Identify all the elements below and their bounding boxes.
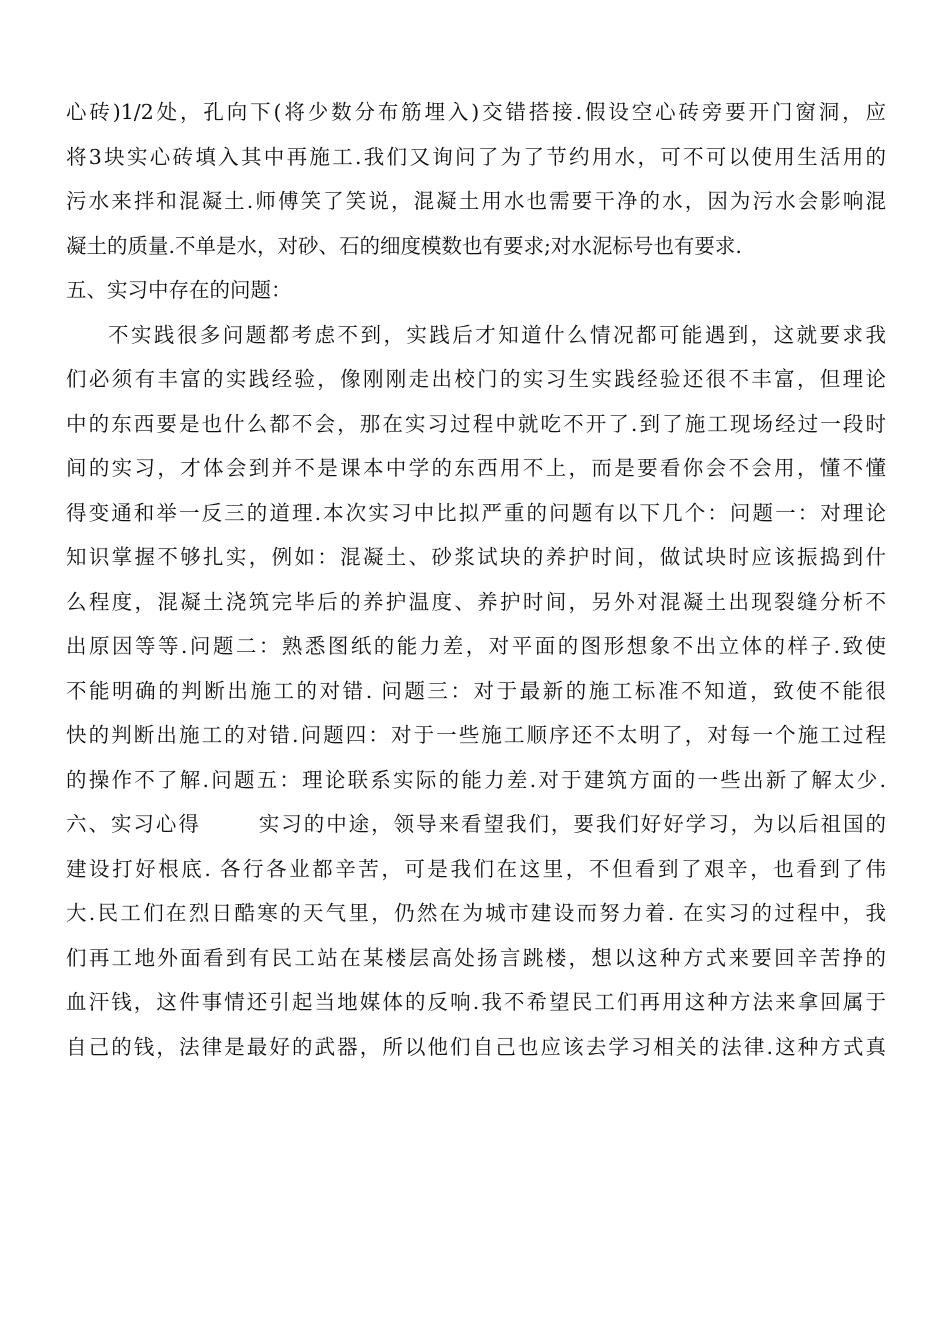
text-line: 血汗钱，这件事情还引起当地媒体的反响.我不希望民工们再用这种方法来拿回属于 xyxy=(66,990,886,1014)
text-line: 污水来拌和混凝土.师傅笑了笑说，混凝土用水也需要干净的水，因为污水会影响混 xyxy=(66,189,886,213)
section-heading-6: 六、实习心得 xyxy=(66,812,201,836)
text-line: 将3块实心砖填入其中再施工.我们又询问了为了节约用水，可不可以使用生活用的 xyxy=(66,144,886,169)
text-line: 不实践很多问题都考虑不到，实践后才知道什么情况都可能遇到，这就要求我 xyxy=(108,322,886,347)
text-line: 自己的钱，法律是最好的武器，所以他们自己也应该去学习相关的法律.这种方式真 xyxy=(66,1034,886,1059)
text-run: 实习的中途，领导来看望我们，要我们好好学习，为以后祖国的 xyxy=(256,812,886,836)
text-line: 的操作不了解.问题五：理论联系实际的能力差.对于建筑方面的一些出新了解太少. xyxy=(66,767,886,792)
text-line: 中的东西要是也什么都不会，那在实习过程中就吃不开了.到了施工现场经过一段时 xyxy=(66,411,886,436)
text-line: 出原因等等.问题二：熟悉图纸的能力差，对平面的图形想象不出立体的样子.致使 xyxy=(66,634,886,658)
text-line: 快的判断出施工的对错.问题四：对于一些施工顺序还不太明了，对每一个施工过程 xyxy=(66,723,886,747)
text-line: 们必须有丰富的实践经验，像刚刚走出校门的实习生实践经验还很不丰富，但理论 xyxy=(66,367,886,391)
text-line: 建设打好根底. 各行各业都辛苦，可是我们在这里，不但看到了艰辛，也看到了伟 xyxy=(66,856,886,881)
text-line: 不能明确的判断出施工的对错. 问题三：对于最新的施工标准不知道，致使不能很 xyxy=(66,678,886,703)
text-line: 得变通和举一反三的道理.本次实习中比拟严重的问题有以下几个：问题一：对理论 xyxy=(66,500,886,525)
section-heading-5: 五、实习中存在的问题： xyxy=(66,278,292,302)
text-line: 么程度，混凝土浇筑完毕后的养护温度、养护时间，另外对混凝土出现裂缝分析不 xyxy=(66,589,886,614)
text-line: 心砖)1/2处，孔向下(将少数分布筋埋入)交错搭接.假设空心砖旁要开门窗洞，应 xyxy=(66,100,886,124)
text-line: 们再工地外面看到有民工站在某楼层高处扬言跳楼，想以这种方式来要回辛苦挣的 xyxy=(66,945,886,970)
text-line: 大.民工们在烈日酷寒的天气里，仍然在为城市建设而努力着. 在实习的过程中，我 xyxy=(66,901,886,925)
text-line: 间的实习，才体会到并不是课本中学的东西用不上，而是要看你会不会用，懂不懂 xyxy=(66,456,886,480)
section-heading-6-line xyxy=(66,802,886,847)
text-line: 知识掌握不够扎实，例如：混凝土、砂浆试块的养护时间，做试块时应该振捣到什 xyxy=(66,545,886,569)
document-body xyxy=(66,90,886,1069)
text-line: 凝土的质量.不单是水，对砂、石的细度模数也有要求;对水泥标号也有要求. xyxy=(66,233,742,258)
